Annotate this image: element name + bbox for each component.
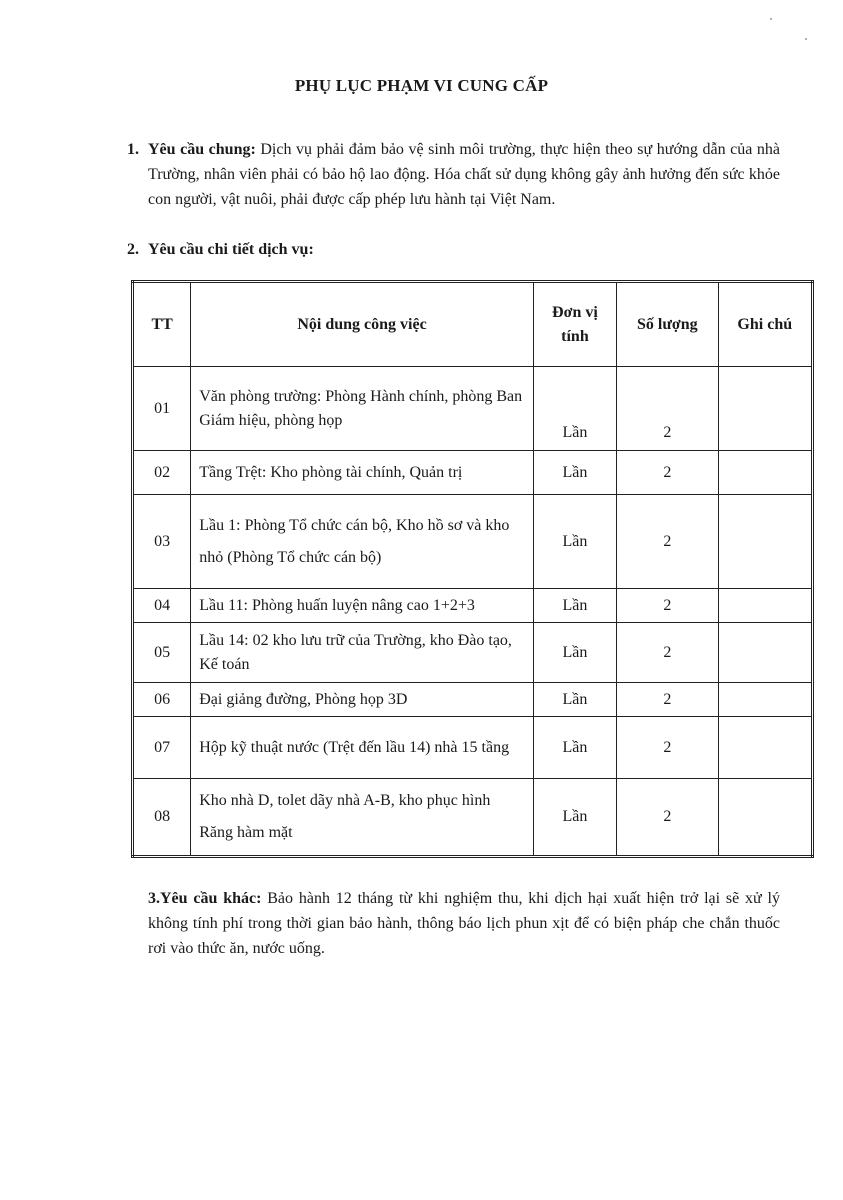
table-row bbox=[133, 451, 813, 495]
table-row bbox=[133, 717, 813, 779]
row-tt: 01 bbox=[133, 367, 191, 451]
service-scope-table bbox=[131, 280, 814, 858]
section-label: 3.Yêu cầu khác: bbox=[148, 890, 262, 907]
row-content: Đại giảng đường, Phòng họp 3D bbox=[191, 683, 534, 717]
row-note bbox=[718, 779, 812, 857]
row-note bbox=[718, 683, 812, 717]
table-header-row bbox=[133, 282, 813, 367]
document-title: PHỤ LỤC PHẠM VI CUNG CẤP bbox=[294, 76, 549, 95]
row-content: Văn phòng trường: Phòng Hành chính, phòng Ban Giám hiệu, phòng họp bbox=[191, 367, 534, 451]
row-tt: 07 bbox=[133, 717, 191, 779]
row-note bbox=[718, 451, 812, 495]
row-note bbox=[718, 589, 812, 623]
header-unit-line2: tính bbox=[561, 327, 589, 345]
table-row bbox=[133, 495, 813, 589]
row-content: Lầu 1: Phòng Tổ chức cán bộ, Kho hồ sơ và kho nhỏ (Phòng Tổ chức cán bộ) bbox=[191, 495, 534, 589]
row-unit: Lần bbox=[533, 683, 616, 717]
section-number: 1. bbox=[127, 141, 139, 158]
section-number: 2. bbox=[127, 241, 139, 258]
header-unit bbox=[533, 282, 616, 367]
row-qty: 2 bbox=[617, 451, 718, 495]
table-row bbox=[133, 623, 813, 683]
row-qty: 2 bbox=[617, 495, 718, 589]
row-content: Kho nhà D, tolet dãy nhà A-B, kho phục hình Răng hàm mặt bbox=[191, 779, 534, 857]
table-row bbox=[133, 683, 813, 717]
header-unit-line1: Đơn vị bbox=[552, 303, 598, 321]
table-row bbox=[133, 589, 813, 623]
row-content: Tầng Trệt: Kho phòng tài chính, Quản trị bbox=[191, 451, 534, 495]
other-requirements bbox=[148, 886, 780, 961]
row-unit: Lần bbox=[533, 451, 616, 495]
section-label: Yêu cầu chi tiết dịch vụ: bbox=[148, 241, 314, 258]
row-tt: 02 bbox=[133, 451, 191, 495]
row-content: Lầu 11: Phòng huấn luyện nâng cao 1+2+3 bbox=[191, 589, 534, 623]
table-row bbox=[133, 367, 813, 451]
scan-speck bbox=[770, 18, 772, 20]
section-text: Bảo hành 12 tháng từ khi nghiệm thu, khi dịch hại xuất hiện trở lại sẽ xử lý không tính phí trong thời gian bảo hành, thông báo lịch phun xịt để có biện pháp che chắn thuốc rơi vào thức ăn, nước uống. bbox=[148, 890, 780, 957]
row-qty: 2 bbox=[617, 683, 718, 717]
row-content: Hộp kỹ thuật nước (Trệt đến lầu 14) nhà 15 tầng bbox=[191, 717, 534, 779]
row-note bbox=[718, 495, 812, 589]
row-tt: 04 bbox=[133, 589, 191, 623]
table-row bbox=[133, 779, 813, 857]
header-qty: Số lượng bbox=[617, 282, 718, 367]
section-text: Dịch vụ phải đảm bảo vệ sinh môi trường, thực hiện theo sự hướng dẫn của nhà Trường, nhân viên phải có bảo hộ lao động. Hóa chất sử dụng không gây ảnh hưởng đến sức khỏe con người, vật nuôi, phải được cấp phép lưu hành tại Việt Nam. bbox=[148, 141, 780, 208]
row-unit: Lần bbox=[533, 779, 616, 857]
row-tt: 05 bbox=[133, 623, 191, 683]
row-unit: Lần bbox=[533, 495, 616, 589]
row-qty: 2 bbox=[617, 623, 718, 683]
header-content: Nội dung công việc bbox=[191, 282, 534, 367]
header-tt: TT bbox=[133, 282, 191, 367]
row-unit: Lần bbox=[533, 367, 616, 451]
section-label: Yêu cầu chung: bbox=[148, 141, 256, 158]
row-content: Lầu 14: 02 kho lưu trữ của Trường, kho Đào tạo, Kế toán bbox=[191, 623, 534, 683]
row-note bbox=[718, 717, 812, 779]
row-tt: 08 bbox=[133, 779, 191, 857]
row-note bbox=[718, 367, 812, 451]
row-qty: 2 bbox=[617, 367, 718, 451]
row-unit: Lần bbox=[533, 589, 616, 623]
row-unit: Lần bbox=[533, 717, 616, 779]
row-unit: Lần bbox=[533, 623, 616, 683]
row-qty: 2 bbox=[617, 779, 718, 857]
general-requirements bbox=[127, 137, 780, 212]
detailed-requirements-heading bbox=[127, 241, 314, 259]
scan-speck bbox=[805, 38, 807, 40]
row-tt: 03 bbox=[133, 495, 191, 589]
header-note: Ghi chú bbox=[718, 282, 812, 367]
row-qty: 2 bbox=[617, 589, 718, 623]
row-note bbox=[718, 623, 812, 683]
row-qty: 2 bbox=[617, 717, 718, 779]
row-tt: 06 bbox=[133, 683, 191, 717]
